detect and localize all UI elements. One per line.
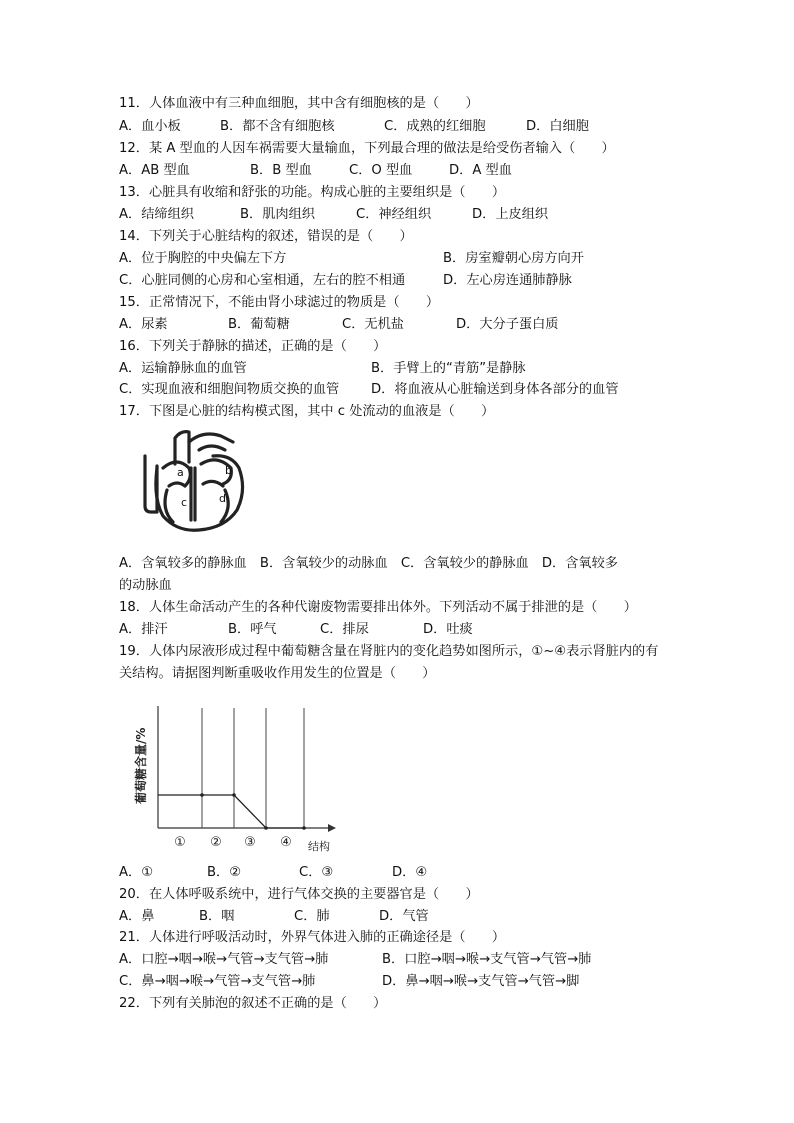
question-21-stem: 21．人体进行呼吸活动时，外界气体进入肺的正确途径是（ ）	[119, 930, 506, 945]
chart-series-line	[158, 795, 304, 828]
q13-option-b: B．肌肉组织	[240, 207, 315, 222]
question-12-stem: 12．某 A 型血的人因车祸需要大量输血，下列最合理的做法是给受伤者输入（ ）	[119, 141, 615, 156]
q13-option-c: C．神经组织	[356, 207, 432, 222]
q18-option-c: C．排尿	[320, 622, 369, 637]
q19-option-c: C．③	[299, 865, 334, 880]
q15-option-b: B．葡萄糖	[228, 317, 290, 332]
q13-option-a: A．结缔组织	[119, 207, 194, 222]
q18-option-b: B．呼气	[228, 622, 277, 637]
q17-options-line2: 的动脉血	[119, 578, 172, 593]
q21-option-d: D．鼻→咽→喉→支气管→气管→脚	[382, 974, 580, 989]
q15-option-d: D．大分子蛋白质	[456, 317, 559, 332]
q18-option-d: D．吐痰	[423, 622, 473, 637]
question-13-stem: 13．心脏具有收缩和舒张的功能。构成心脏的主要组织是（ ）	[119, 185, 506, 200]
q14-option-a: A．位于胸腔的中央偏左下方	[119, 251, 287, 266]
q17-options-line1: A．含氧较多的静脉血 B．含氧较少的动脉血 C．含氧较少的静脉血 D．含氧较多	[119, 556, 618, 571]
q16-option-d: D．将血液从心脏输送到身体各部分的血管	[371, 382, 619, 397]
heart-label-c: c	[181, 496, 188, 509]
q16-option-b: B．手臂上的“青筋”是静脉	[371, 361, 526, 376]
question-22-stem: 22．下列有关肺泡的叙述不正确的是（ ）	[119, 996, 387, 1011]
q12-option-a: A．AB 型血	[119, 163, 190, 178]
q20-option-b: B．咽	[199, 909, 235, 924]
chart-tick-label: ④	[280, 835, 292, 850]
q19-option-d: D．④	[392, 865, 428, 880]
q21-option-a: A．口腔→咽→喉→气管→支气管→肺	[119, 952, 329, 967]
chart-tick-label: ②	[210, 835, 222, 850]
question-17-stem: 17．下图是心脏的结构模式图，其中 c 处流动的血液是（ ）	[119, 404, 495, 419]
q19-option-b: B．②	[207, 865, 242, 880]
chart-data-point	[302, 826, 306, 830]
q12-option-d: D．A 型血	[449, 163, 512, 178]
question-16-stem: 16．下列关于静脉的描述，正确的是（ ）	[119, 339, 387, 354]
q16-option-c: C．实现血液和细胞间物质交换的血管	[119, 382, 340, 397]
heart-label-a: a	[177, 466, 184, 479]
heart-label-d: d	[219, 492, 226, 505]
question-20-stem: 20．在人体呼吸系统中，进行气体交换的主要器官是（ ）	[119, 887, 479, 902]
chart-data-point	[264, 826, 268, 830]
q20-option-a: A．鼻	[119, 909, 155, 924]
q19-option-a: A．①	[119, 865, 154, 880]
q11-option-a: A．血小板	[119, 119, 181, 134]
q11-option-d: D．白细胞	[526, 119, 589, 134]
chart-tick-label: ①	[174, 835, 186, 850]
q12-option-b: B．B 型血	[250, 163, 312, 178]
q14-option-d: D．左心房连通肺静脉	[443, 273, 572, 288]
q21-option-c: C．鼻→咽→喉→气管→支气管→肺	[119, 974, 316, 989]
chart-x-axis-label: 结构	[308, 840, 330, 853]
q12-option-c: C．O 型血	[349, 163, 413, 178]
question-19-stem-line1: 19．人体内尿液形成过程中葡萄糖含量在肾脏内的变化趋势如图所示，①~④表示肾脏内的有	[119, 644, 659, 659]
question-18-stem: 18．人体生命活动产生的各种代谢废物需要排出体外。下列活动不属于排泄的是（ ）	[119, 600, 637, 615]
chart-x-axis-arrow	[328, 824, 336, 832]
question-15-stem: 15．正常情况下，不能由肾小球滤过的物质是（ ）	[119, 295, 440, 310]
q20-option-d: D．气管	[379, 909, 429, 924]
q14-option-b: B．房室瓣朝心房方向开	[443, 251, 584, 266]
q14-option-c: C．心脏同侧的心房和心室相通，左右的腔不相通	[119, 273, 406, 288]
q11-option-c: C．成熟的红细胞	[384, 119, 486, 134]
heart-label-b: b	[225, 464, 232, 477]
q15-option-c: C．无机盐	[342, 317, 404, 332]
question-14-stem: 14．下列关于心脏结构的叙述，错误的是（ ）	[119, 229, 413, 244]
chart-tick-label: ③	[244, 835, 256, 850]
q11-option-b: B．都不含有细胞核	[220, 119, 335, 134]
glucose-chart	[130, 700, 340, 858]
chart-y-axis-label: 葡萄糖含量/%	[134, 727, 148, 804]
q20-option-c: C．肺	[294, 909, 330, 924]
question-19-stem-line2: 关结构。请据图判断重吸收作用发生的位置是（ ）	[119, 666, 436, 681]
chart-data-point	[200, 793, 204, 797]
question-11-stem: 11．人体血液中有三种血细胞，其中含有细胞核的是（ ）	[119, 96, 479, 111]
q16-option-a: A．运输静脉血的血管	[119, 361, 247, 376]
q18-option-a: A．排汗	[119, 622, 168, 637]
heart-diagram	[133, 428, 253, 536]
q21-option-b: B．口腔→咽→喉→支气管→气管→肺	[382, 952, 592, 967]
chart-data-point	[232, 793, 236, 797]
q13-option-d: D．上皮组织	[472, 207, 549, 222]
q15-option-a: A．尿素	[119, 317, 168, 332]
